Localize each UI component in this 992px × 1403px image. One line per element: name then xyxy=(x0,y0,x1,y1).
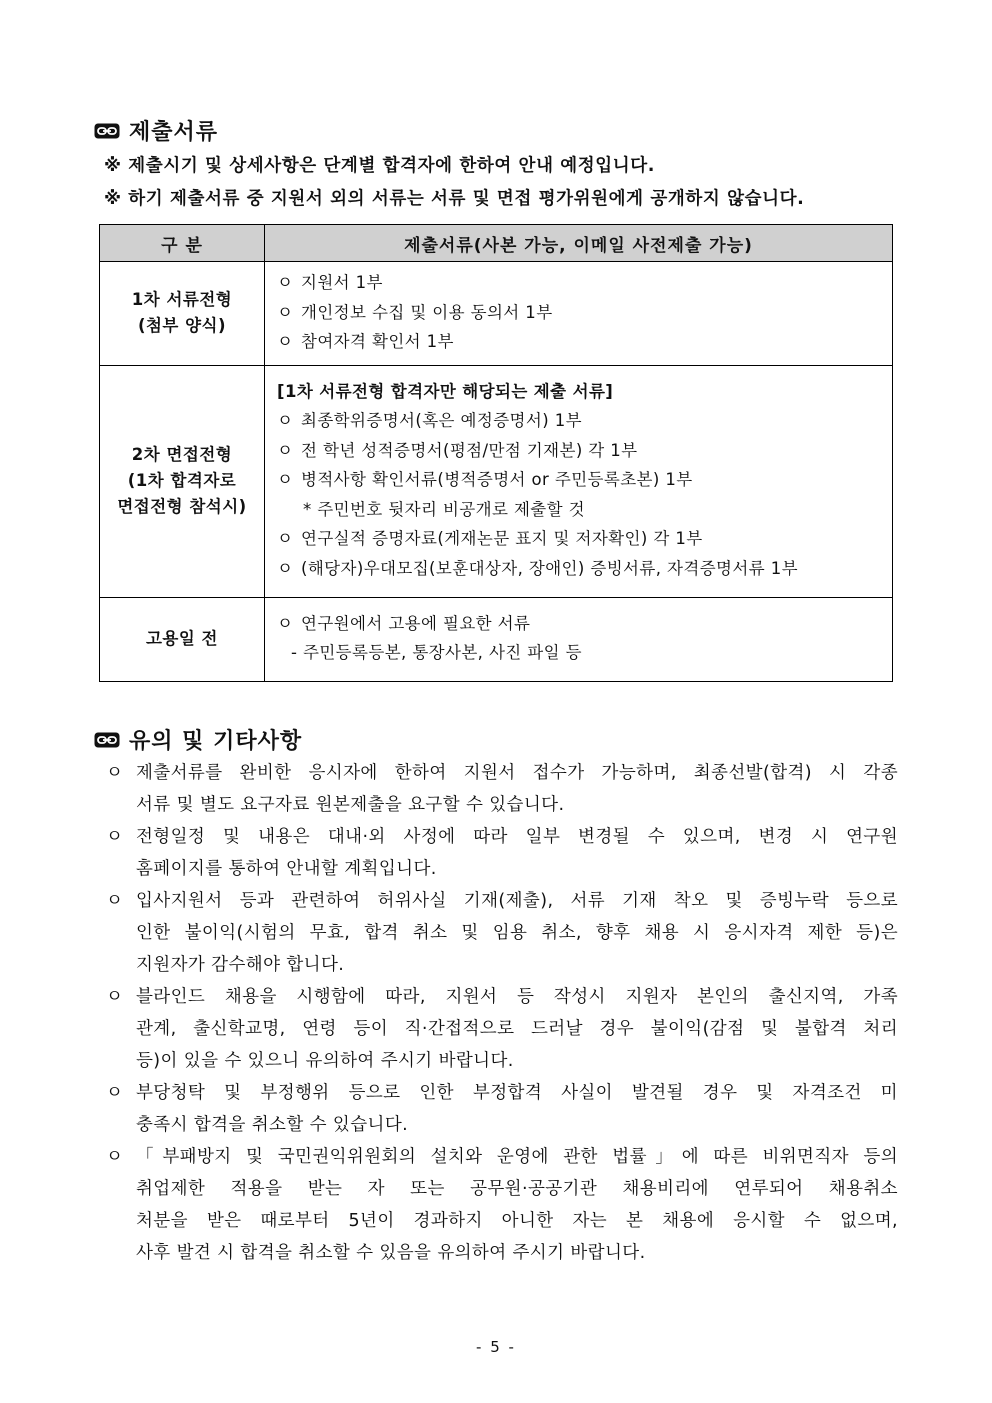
list-item: ㅇ 지원서 1부 xyxy=(277,273,383,292)
list-item: ㅇ (해당자)우대모집(보훈대상자, 장애인) 증빙서류, 자격증명서류 1부 xyxy=(277,558,798,578)
list-item: ㅇ 부당청탁 및 부정행위 등으로 인한 부정합격 사실이 발견될 경우 및 자격조건 미 충족시 합격을 취소할 수 있습니다. xyxy=(106,1083,898,1135)
list-subnote: * 주민번호 뒷자리 비공개로 제출할 것 xyxy=(303,499,585,519)
list-item: ㅇ 연구실적 증명자료(게재논문 표지 및 저자확인) 각 1부 xyxy=(277,529,703,549)
row-items xyxy=(265,597,893,681)
link-icon xyxy=(94,123,120,139)
row-subheading: [1차 서류전형 합격자만 해당되는 제출 서류] xyxy=(277,381,614,401)
table-row xyxy=(100,365,893,597)
list-item: ㅇ 병적사항 확인서류(병적증명서 or 주민등록초본) 1부 xyxy=(277,470,693,490)
list-item: ㅇ 연구원에서 고용에 필요한 서류 xyxy=(277,613,531,633)
row-category: 2차 면접전형 (1차 합격자로 면접전형 참석시) xyxy=(100,365,265,597)
list-item: ㅇ 「부패방지 및 국민권익위원회의 설치와 운영에 관한 법률」에 따른 비위면직자 등의 취업제한 적용을 받는 자 또는 공무원·공공기관 채용비리에 연루되어 채용취소 처분을 받은 때로부터 5년이 경과하지 아니한 자는 본 채용에 응시할 수 없으며, 사후 발견 시 합격을 취소할 수 있음을 유의하여 주시기 바랍니다. xyxy=(106,1147,898,1263)
header-category: 구 분 xyxy=(100,225,265,262)
section-heading-notes xyxy=(94,724,302,755)
list-item: ㅇ 입사지원서 등과 관련하여 허위사실 기재(제출), 서류 기재 착오 및 증빙누락 등으로 인한 불이익(시험의 무효, 합격 취소 및 임용 취소, 향후 채용 시 응시자격 제한 등)은 지원자가 감수해야 합니다. xyxy=(106,891,898,975)
row-items xyxy=(265,262,893,366)
row-category: 1차 서류전형 (첨부 양식) xyxy=(100,262,265,366)
list-item: ㅇ 전형일정 및 내용은 대내·외 사정에 따라 일부 변경될 수 있으며, 변경 시 연구원 홈페이지를 통하여 안내할 계획입니다. xyxy=(106,827,898,879)
list-item: ㅇ 전 학년 성적증명서(평점/만점 기재본) 각 1부 xyxy=(277,440,638,460)
header-documents: 제출서류(사본 가능, 이메일 사전제출 가능) xyxy=(265,225,893,262)
section-heading-documents xyxy=(94,115,218,146)
note-submission-timing: ※ 제출시기 및 상세사항은 단계별 합격자에 한하여 안내 예정입니다. xyxy=(104,156,656,176)
note-confidentiality: ※ 하기 제출서류 중 지원서 외의 서류는 서류 및 면접 평가위원에게 공개하지 않습니다. xyxy=(104,189,805,209)
section-title: 유의 및 기타사항 xyxy=(129,729,303,754)
list-subitem: - 주민등록등본, 통장사본, 사진 파일 등 xyxy=(291,643,582,662)
list-item: ㅇ 제출서류를 완비한 응시자에 한하여 지원서 접수가 가능하며, 최종선발(합격) 시 각종 서류 및 별도 요구자료 원본제출을 요구할 수 있습니다. xyxy=(106,763,898,815)
documents-table xyxy=(99,224,893,682)
table-row xyxy=(100,597,893,681)
notes-list xyxy=(106,757,898,1269)
page-number: - 5 - xyxy=(476,1338,516,1356)
row-items xyxy=(265,365,893,597)
link-icon xyxy=(94,732,120,748)
table-row xyxy=(100,262,893,366)
list-item: ㅇ 블라인드 채용을 시행함에 따라, 지원서 등 작성시 지원자 본인의 출신지역, 가족 관계, 출신학교명, 연령 등이 직·간접적으로 드러날 경우 불이익(감점 및 불합격 처리 등)이 있을 수 있으니 유의하여 주시기 바랍니다. xyxy=(106,987,898,1071)
table-header-row xyxy=(100,225,893,262)
list-item: ㅇ 개인정보 수집 및 이용 동의서 1부 xyxy=(277,302,553,322)
list-item: ㅇ 참여자격 확인서 1부 xyxy=(277,332,454,351)
section-title: 제출서류 xyxy=(129,120,219,145)
list-item: ㅇ 최종학위증명서(혹은 예정증명서) 1부 xyxy=(277,411,582,431)
row-category: 고용일 전 xyxy=(100,597,265,681)
